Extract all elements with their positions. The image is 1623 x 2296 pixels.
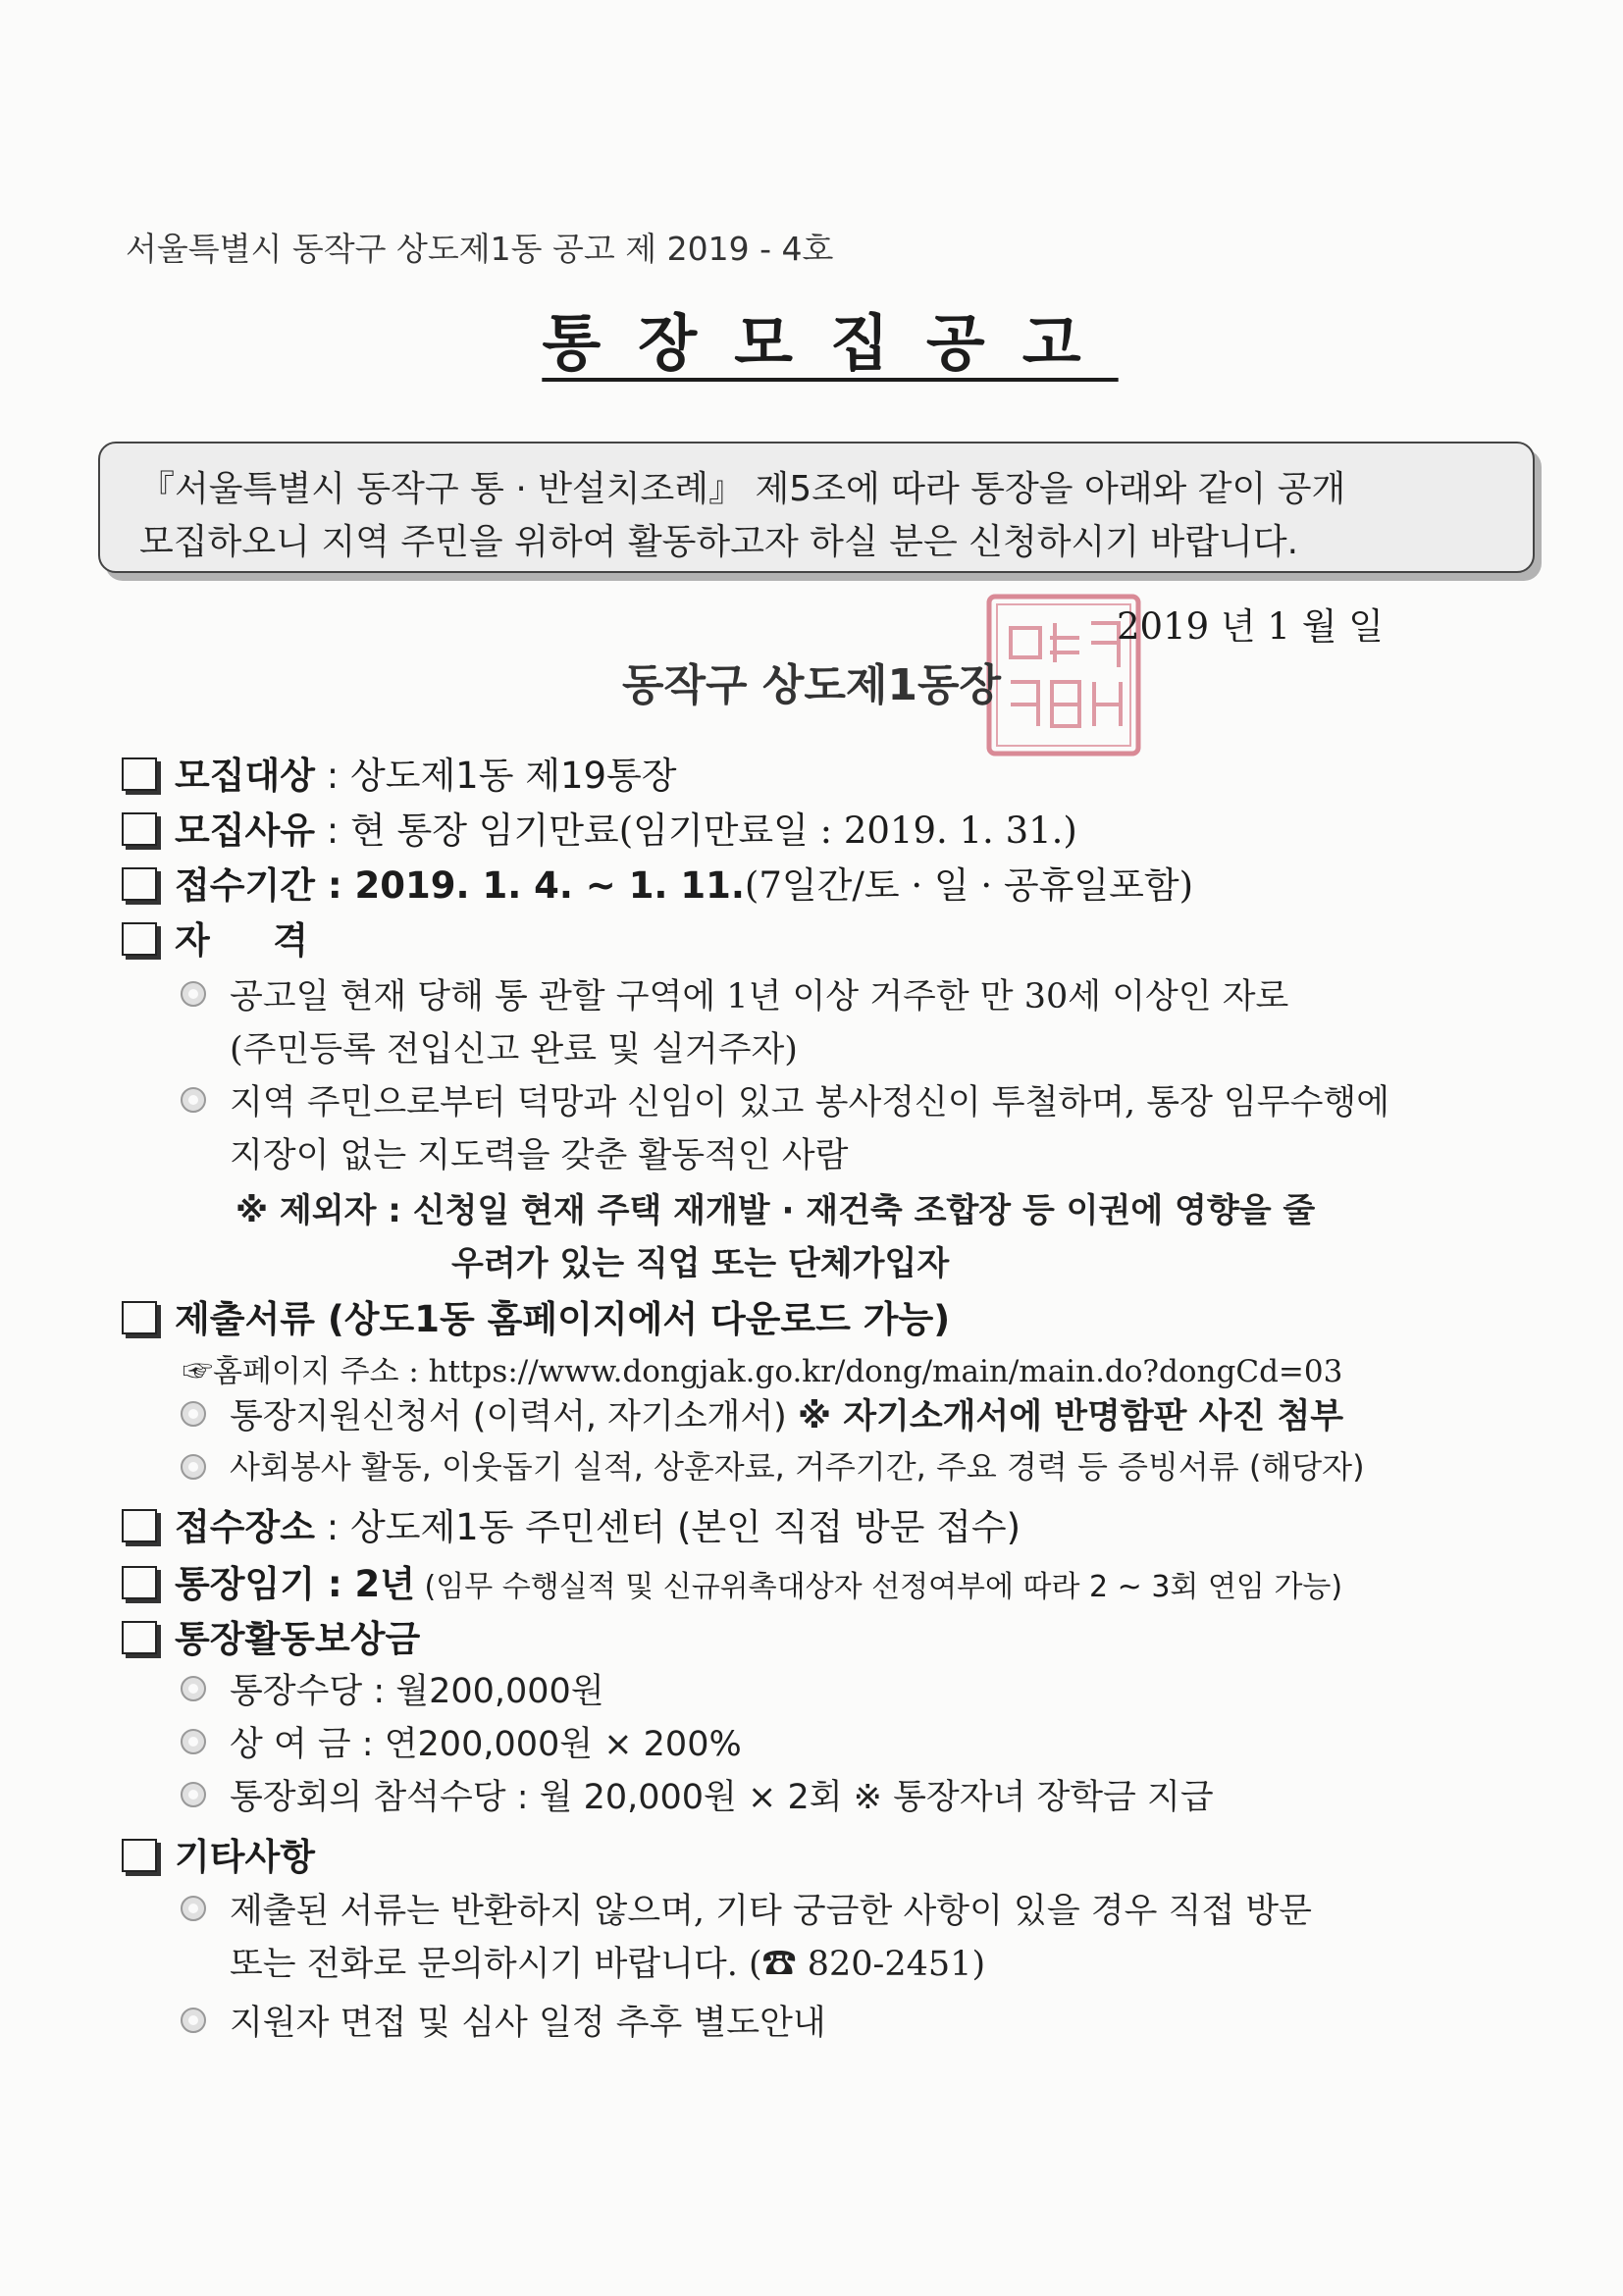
circle-bullet-icon <box>181 2008 206 2033</box>
date-line: 2019 년 1 월 일 <box>1117 605 1384 648</box>
section-label: 통장임기 <box>175 1563 315 1605</box>
notice-number: 서울특별시 동작구 상도제1동 공고 제 2019 - 4호 <box>126 230 834 268</box>
circle-bullet-icon <box>181 1896 206 1921</box>
circle-bullet-icon <box>181 1454 206 1480</box>
circle-bullet-icon <box>181 1782 206 1807</box>
section-target <box>122 746 677 799</box>
circle-bullet-icon <box>181 1676 206 1701</box>
checkbox-icon <box>122 922 157 956</box>
section-note: (7일간/토 · 일 · 공휴일포함) <box>744 864 1194 907</box>
checkbox-icon <box>122 812 157 846</box>
compensation-item-3-note: ※ 통장자녀 장학금 지급 <box>853 1778 1214 1817</box>
documents-item-1-text: 통장지원신청서 (이력서, 자기소개서) <box>230 1397 787 1436</box>
checkbox-icon <box>122 1566 157 1599</box>
other-item-1-line-2: 또는 전화로 문의하시기 바랍니다. (☎ 820-2451) <box>230 1945 986 1984</box>
documents-item-1-note: ※ 자기소개서에 반명함판 사진 첨부 <box>797 1397 1344 1436</box>
documents-item-2: 사회봉사 활동, 이웃돕기 실적, 상훈자료, 거주기간, 주요 경력 등 증빙서류 (해당자) <box>230 1448 1365 1486</box>
circle-bullet-icon <box>181 1401 206 1427</box>
section-label: 접수기간 <box>175 864 315 907</box>
checkbox-icon <box>122 1839 157 1872</box>
checkbox-icon <box>122 867 157 901</box>
compensation-item-2: 상 여 금 : 연200,000원 × 200% <box>230 1725 742 1764</box>
document-title-text: 통장모집공고 <box>542 307 1119 379</box>
intro-box <box>98 442 1535 573</box>
section-reason <box>122 801 1077 854</box>
other-item-1-line-1: 제출된 서류는 반환하지 않으며, 기타 궁금한 사항이 있을 경우 직접 방문 <box>230 1892 1312 1931</box>
section-label: 접수장소 <box>175 1506 315 1548</box>
compensation-item-3-text: 통장회의 참석수당 : 월 20,000원 × 2회 <box>230 1778 843 1817</box>
section-label: 자 격 <box>175 919 308 962</box>
issuer: 동작구 상도제1동장 <box>622 660 1001 710</box>
qualification-item-2-line-2: 지장이 없는 지도력을 갖춘 활동적인 사람 <box>230 1136 849 1175</box>
document-title <box>0 294 1623 382</box>
section-place <box>122 1497 1021 1550</box>
checkbox-icon <box>122 1621 157 1654</box>
exclusion-line-2: 우려가 있는 직업 또는 단체가입자 <box>451 1244 950 1283</box>
section-period <box>122 856 1193 909</box>
section-other <box>122 1827 315 1880</box>
section-value: : 2019. 1. 4. ~ 1. 11. <box>314 864 745 907</box>
section-note: (임기만료일 : 2019. 1. 31.) <box>618 809 1077 852</box>
qualification-item-2-line-1: 지역 주민으로부터 덕망과 신임이 있고 봉사정신이 투철하며, 통장 임무수행에 <box>230 1083 1390 1122</box>
section-value: : 2년 <box>314 1563 416 1605</box>
circle-bullet-icon <box>181 1729 206 1754</box>
section-qualification <box>122 911 308 964</box>
intro-line-2: 모집하오니 지역 주민을 위하여 활동하고자 하실 분은 신청하시기 바랍니다. <box>139 522 1299 562</box>
other-item-2: 지원자 면접 및 심사 일정 추후 별도안내 <box>230 2004 826 2043</box>
section-documents <box>122 1289 950 1342</box>
qualification-item-1-line-1: 공고일 현재 당해 통 관할 구역에 1년 이상 거주한 만 30세 이상인 자로 <box>230 977 1289 1017</box>
section-value: : 상도제1동 제19통장 <box>314 755 677 797</box>
checkbox-icon <box>122 1301 157 1334</box>
circle-bullet-icon <box>181 981 206 1007</box>
section-label: 기타사항 <box>175 1836 315 1878</box>
compensation-item-1: 통장수당 : 월200,000원 <box>230 1672 604 1711</box>
documents-item-1 <box>230 1389 1343 1438</box>
section-label: 모집사유 <box>175 809 315 852</box>
checkbox-icon <box>122 757 157 791</box>
section-label: 통장활동보상금 <box>175 1618 421 1660</box>
qualification-item-1-line-2: (주민등록 전입신고 완료 및 실거주자) <box>230 1030 798 1070</box>
checkbox-icon <box>122 1509 157 1542</box>
section-label: 모집대상 <box>175 755 315 797</box>
section-value: : 상도제1동 주민센터 (본인 직접 방문 접수) <box>314 1506 1021 1548</box>
compensation-item-3 <box>230 1770 1214 1819</box>
section-value: : 현 통장 임기만료 <box>314 809 619 852</box>
section-term <box>122 1554 1342 1607</box>
homepage-link[interactable]: ☞홈페이지 주소 : https://www.dongjak.go.kr/dong/main/main.do?dongCd=03 <box>183 1354 1343 1389</box>
section-label: 제출서류 <box>175 1298 315 1340</box>
section-note: (임무 수행실적 및 신규위촉대상자 선정여부에 따라 2 ~ 3회 연임 가능) <box>415 1570 1343 1604</box>
exclusion-line-1: ※ 제외자 : 신청일 현재 주택 재개발 · 재건축 조합장 등 이권에 영향을 줄 <box>236 1191 1316 1230</box>
circle-bullet-icon <box>181 1087 206 1113</box>
intro-line-1: 『서울특별시 동작구 통 · 반설치조례』 제5조에 따라 통장을 아래와 같이 공개 <box>139 469 1346 509</box>
section-label-note: (상도1동 홈페이지에서 다운로드 가능) <box>314 1298 951 1340</box>
section-compensation <box>122 1609 420 1662</box>
